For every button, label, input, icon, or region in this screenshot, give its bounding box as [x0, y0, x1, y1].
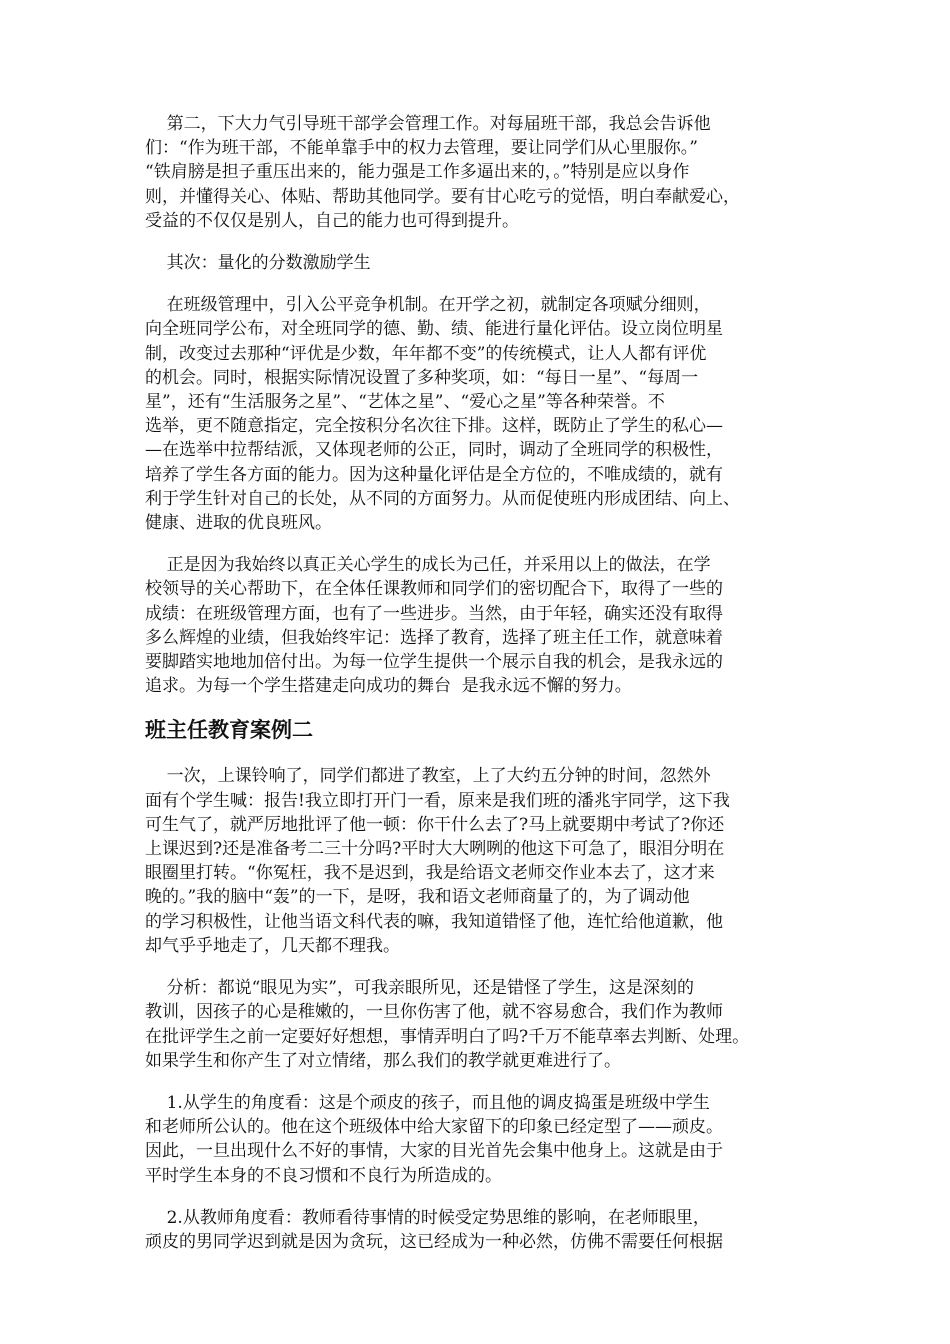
text-line: 教训，因孩子的心是稚嫩的，一旦你伤害了他，就不容易愈合，我们作为教师 [145, 1002, 723, 1023]
paragraph [145, 293, 805, 535]
text-line: 因此，一旦出现什么不好的事情，大家的目光首先会集中他身上。这就是由于 [145, 1141, 723, 1162]
text-line: 星”，还有“生活服务之星”、“艺体之星”、“爱心之星”等各种荣誉。不 [145, 392, 665, 413]
paragraph [145, 112, 805, 233]
paragraph [145, 1206, 805, 1254]
text-line: 和老师所公认的。他在这个班级体中给大家留下的印象已经定型了——顽皮。 [145, 1117, 723, 1138]
text-line: 在班级管理中，引入公平竞争机制。在开学之初，就制定各项赋分细则， [145, 295, 711, 316]
text-line: 要脚踏实地地加倍付出。为每一位学生提供一个展示自我的机会，是我永远的 [145, 652, 723, 673]
text-line: 的机会。同时，根据实际情况设置了多种奖项，如：“每日一星”、“每周一 [145, 367, 699, 388]
text-line: 可生气了，就严厉地批评了他一顿：你干什么去了?马上就要期中考试了?你还 [145, 814, 725, 835]
paragraph [145, 764, 805, 958]
paragraph [145, 1091, 805, 1188]
text-line: 顽皮的男同学迟到就是因为贪玩，这已经成为一种必然，仿佛不需要任何根据 [145, 1231, 723, 1252]
text-line: “铁肩膀是担子重压出来的，能力强是工作多逼出来的，。”特别是应以身作 [145, 162, 690, 183]
text-line: 如果学生和你产生了对立情绪，那么我们的教学就更难进行了。 [145, 1050, 621, 1071]
paragraph [145, 251, 805, 275]
text-line: 追求。为每一个学生搭建走向成功的舞台 是我永远不懈的努力。 [145, 676, 632, 697]
document-page [145, 112, 805, 1272]
text-line: 面有个学生喊：报告!我立即打开门一看，原来是我们班的潘兆宇同学，这下我 [145, 790, 730, 811]
text-line: 制，改变过去那种“评优是少数，年年都不变”的传统模式，让人人都有评优 [145, 343, 707, 364]
text-line: 平时学生本身的不良习惯和不良行为所造成的。 [145, 1165, 502, 1186]
text-line: 分析：都说“眼见为实”，可我亲眼所见，还是错怪了学生，这是深刻的 [145, 978, 694, 999]
text-line: 一次，上课铃响了，同学们都进了教室，上了大约五分钟的时间，忽然外 [145, 766, 711, 787]
text-line: 多么辉煌的业绩，但我始终牢记：选择了教育，选择了班主任工作，就意味着 [145, 627, 723, 648]
text-line: —在选举中拉帮结派，又体现老师的公正，同时，调动了全班同学的积极性， [145, 440, 723, 461]
text-line: 在批评学生之前一定要好好想想，事情弄明白了吗?千万不能草率去判断、处理。 [145, 1026, 750, 1047]
paragraph [145, 976, 805, 1073]
text-line: 1.从学生的角度看：这是个顽皮的孩子，而且他的调皮捣蛋是班级中学生 [145, 1092, 710, 1113]
text-line: 的学习积极性，让他当语文科代表的嘛，我知道错怪了他，连忙给他道歉，他 [145, 911, 723, 932]
text-line: 向全班同学公布，对全班同学的德、勤、绩、能进行量化评估。设立岗位明星 [145, 319, 723, 340]
text-line: 上课迟到?还是准备考二三十分吗?平时大大咧咧的他这下可急了，眼泪分明在 [145, 839, 725, 860]
text-line: 第二，下大力气引导班干部学会管理工作。对每届班干部，我总会告诉他 [145, 114, 711, 134]
text-line: 2.从教师角度看：教师看待事情的时候受定势思维的影响，在老师眼里， [145, 1207, 710, 1228]
text-line: 受益的不仅仅是别人，自己的能力也可得到提升。 [145, 210, 519, 231]
text-line: 却气乎乎地走了，几天都不理我。 [145, 935, 400, 956]
text-line: 正是因为我始终以真正关心学生的成长为己任，并采用以上的做法，在学 [145, 555, 711, 576]
text-line: 培养了学生各方面的能力。因为这种量化评估是全方位的，不唯成绩的，就有 [145, 464, 723, 485]
text-line: 则，并懂得关心、体贴、帮助其他同学。要有甘心吃亏的觉悟，明白奉献爱心， [145, 186, 740, 207]
text-line: 校领导的关心帮助下，在全体任课教师和同学们的密切配合下，取得了一些的 [145, 579, 723, 600]
section-heading: 班主任教育案例二 [145, 718, 313, 743]
section-before-heading [145, 112, 805, 698]
text-line: 成绩：在班级管理方面，也有了一些进步。当然，由于年轻，确实还没有取得 [145, 603, 723, 624]
text-line: 其次：量化的分数激励学生 [145, 253, 371, 274]
text-line: 利于学生针对自己的长处，从不同的方面努力。从而促使班内形成团结、向上、 [145, 488, 740, 509]
text-line: 选举，更不随意指定，完全按积分名次往下排。这样，既防止了学生的私心— [145, 416, 723, 437]
text-line: 们：“作为班干部，不能单靠手中的权力去管理，要让同学们从心里服你。” [145, 138, 698, 159]
paragraph [145, 553, 805, 698]
text-line: 晚的。”我的脑中“轰”的一下，是呀，我和语文老师商量了的，为了调动他 [145, 887, 690, 908]
text-line: 眼圈里打转。“你冤枉，我不是迟到，我是给语文老师交作业本去了，这才来 [145, 863, 715, 884]
section-after-heading [145, 764, 805, 1254]
text-line: 健康、进取的优良班风。 [145, 513, 332, 534]
